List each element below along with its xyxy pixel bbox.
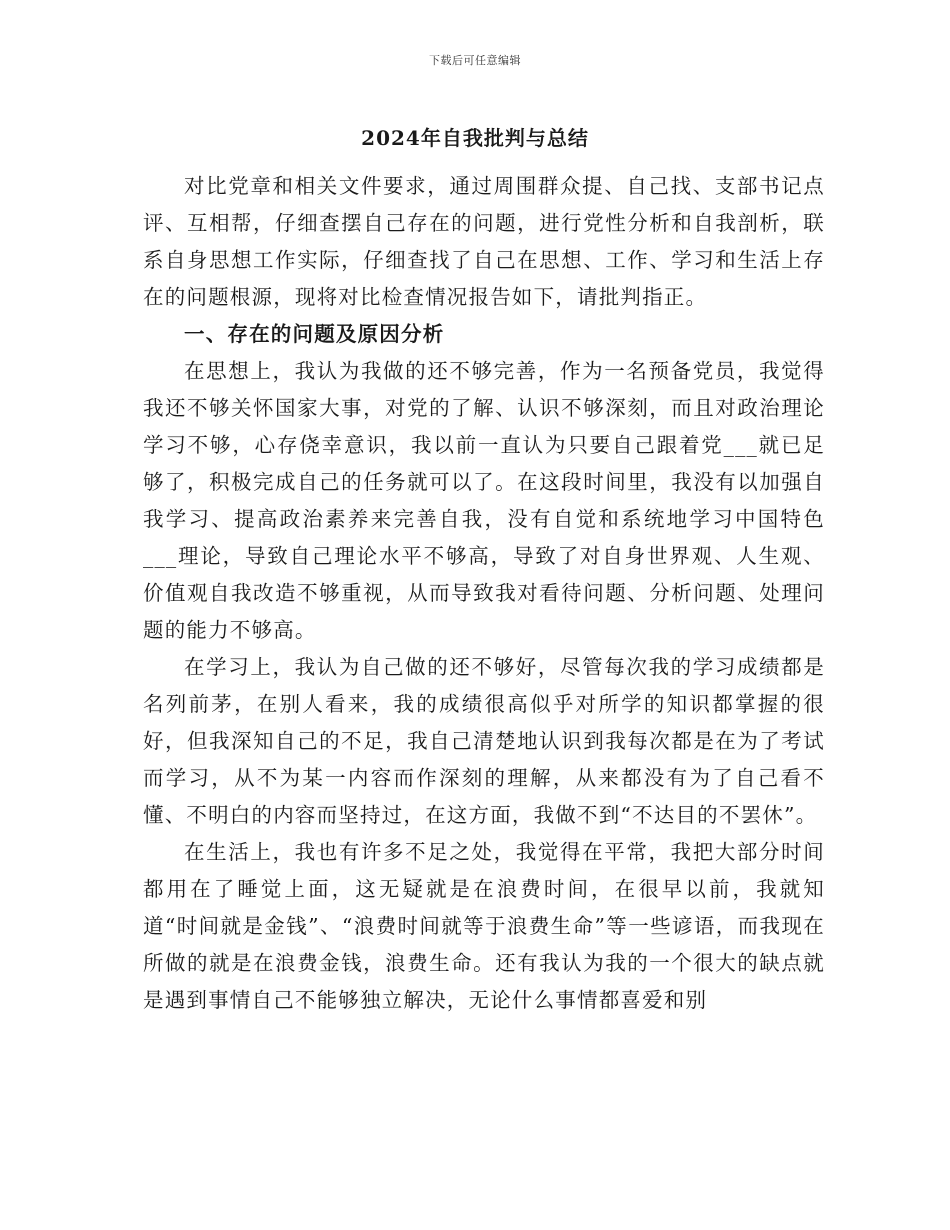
thought-paragraph: 在思想上，我认为我做的还不够完善，作为一名预备党员，我觉得我还不够关怀国家大事，对党的了解、认识不够深刻，而且对政治理论学习不够，心存侥幸意识，我以前一直认为只要自己跟着党___就已足够了，积极完成自己的任务就可以了。在这段时间里，我没有以加强自我学习、提高政治素养来完善自我，没有自觉和系统地学习中国特色___理论，导致自己理论水平不够高，导致了对自身世界观、人生观、价值观自我改造不够重视，从而导致我对看待问题、分析问题、处理问题的能力不够高。 <box>143 359 825 642</box>
study-paragraph: 在学习上，我认为自己做的还不够好，尽管每次我的学习成绩都是名列前茅，在别人看来，我的成绩很高似乎对所学的知识都掌握的很好，但我深知自己的不足，我自己清楚地认识到我每次都是在为了考试而学习，从不为某一内容而作深刻的理解，从来都没有为了自己看不懂、不明白的内容而坚持过，在这方面，我做不到“不达目的不罢休”。 <box>143 655 825 827</box>
life-paragraph: 在生活上，我也有许多不足之处，我觉得在平常，我把大部分时间都用在了睡觉上面，这无疑就是在浪费时间，在很早以前，我就知道“时间就是金钱”、“浪费时间就等于浪费生命”等一些谚语，而我现在所做的就是在浪费金钱，浪费生命。还有我认为我的一个很大的缺点就是遇到事情自己不能够独立解决，无论什么事情都喜爱和别 <box>143 840 825 1012</box>
running-header: 下载后可任意编辑 <box>429 54 521 67</box>
document-body <box>143 168 825 1019</box>
document-title: 2024年自我批判与总结 <box>361 126 589 150</box>
section-heading: 一、存在的问题及原因分析 <box>184 322 445 346</box>
intro-paragraph: 对比党章和相关文件要求，通过周围群众提、自己找、支部书记点评、互相帮，仔细查摆自己存在的问题，进行党性分析和自我剖析，联系自身思想工作实际，仔细查找了自己在思想、工作、学习和生活上存在的问题根源，现将对比检查情况报告如下，请批判指正。 <box>143 174 825 309</box>
